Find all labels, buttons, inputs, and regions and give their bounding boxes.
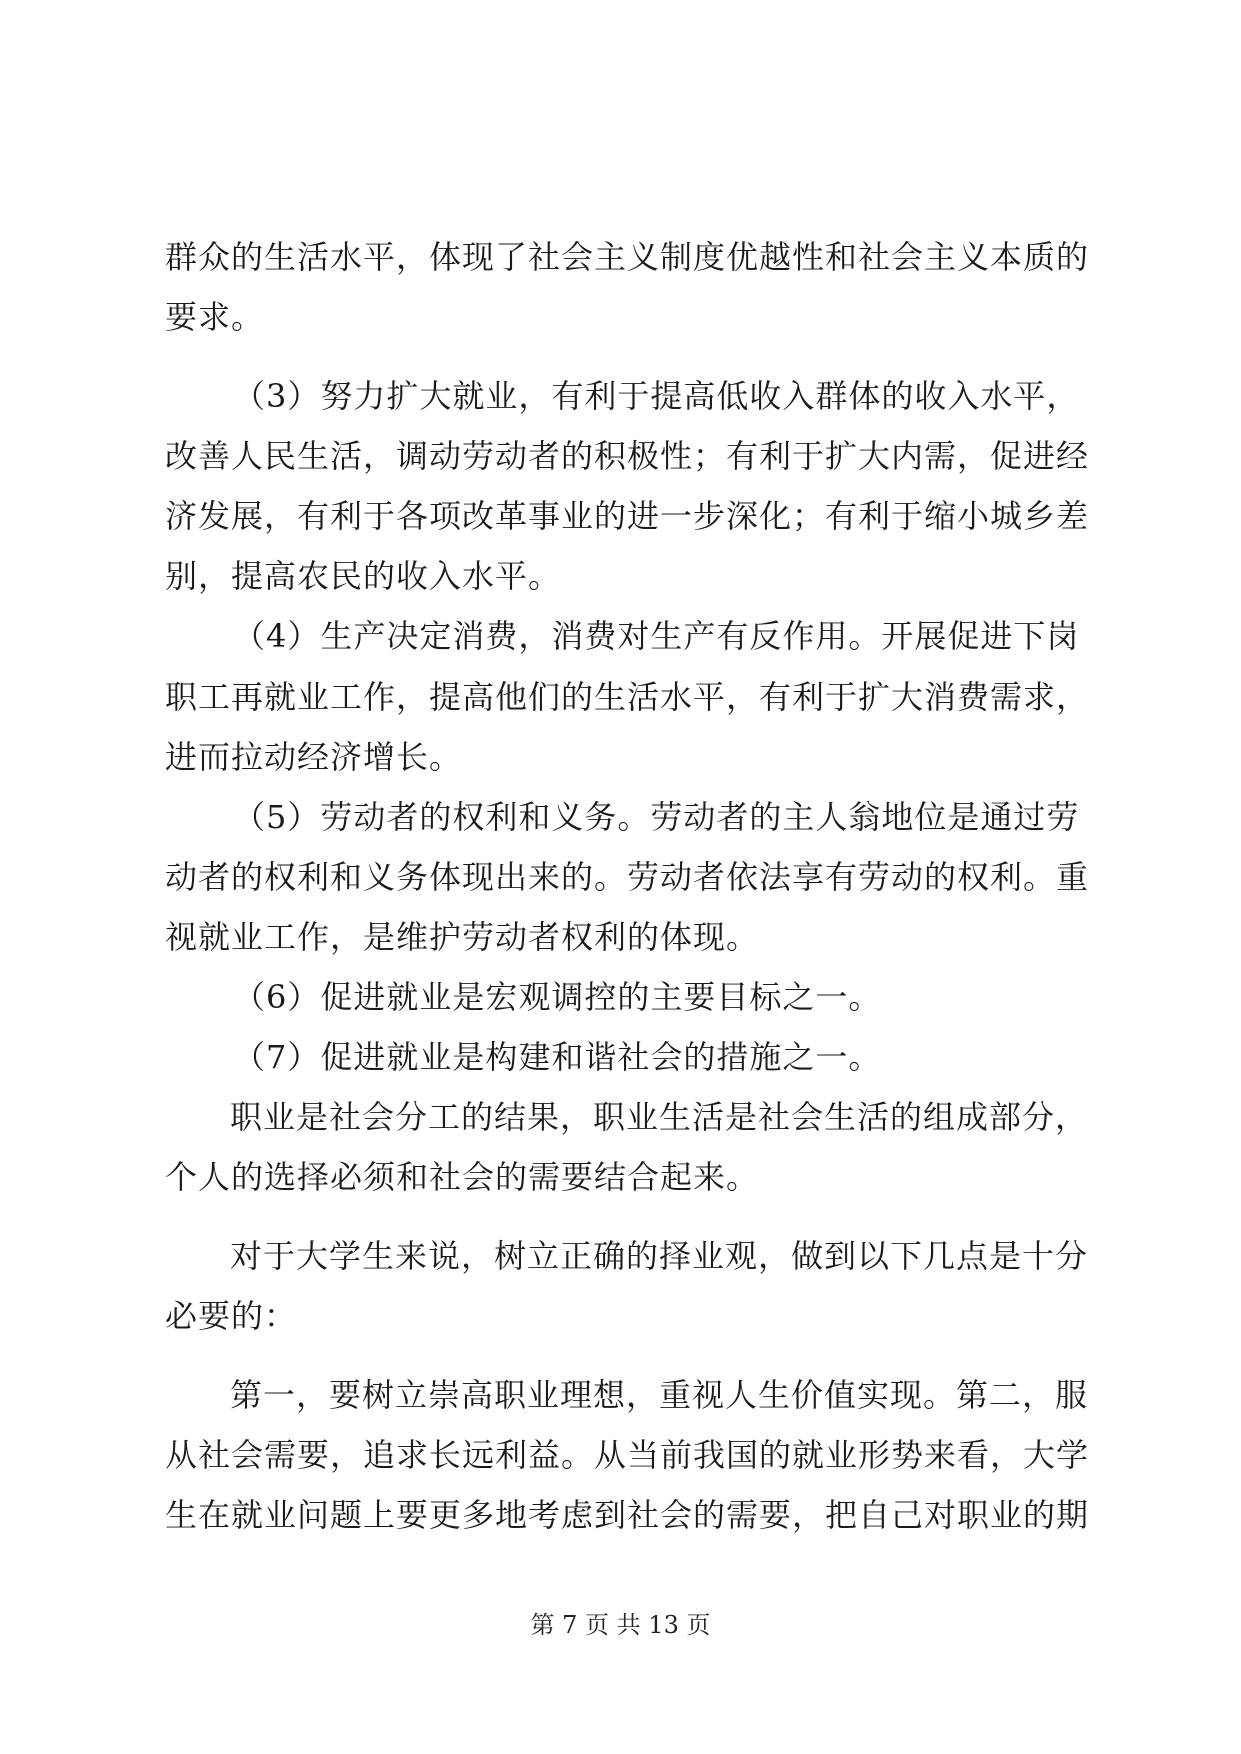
text-line: 职业是社会分工的结果，职业生活是社会生活的组成部分，	[230, 1098, 1089, 1136]
text-line: 改善人民生活，调动劳动者的积极性；有利于扩大内需，促进经	[165, 437, 1090, 475]
text-line: 必要的：	[165, 1297, 298, 1335]
text-line: 从社会需要，追求长远利益。从当前我国的就业形势来看，大学	[165, 1436, 1090, 1474]
text-line: （7）促进就业是构建和谐社会的措施之一。	[233, 1038, 882, 1076]
text-line: 职工再就业工作，提高他们的生活水平，有利于扩大消费需求，	[165, 678, 1090, 716]
text-line: 生在就业问题上要更多地考虑到社会的需要，把自己对职业的期	[165, 1496, 1090, 1534]
text-line: 别，提高农民的收入水平。	[165, 557, 562, 595]
text-line: （6）促进就业是宏观调控的主要目标之一。	[233, 978, 882, 1016]
text-line: 群众的生活水平，体现了社会主义制度优越性和社会主义本质的	[165, 238, 1090, 276]
text-line: 个人的选择必须和社会的需要结合起来。	[165, 1158, 760, 1196]
page-number: 第 7 页 共 13 页	[530, 1611, 711, 1639]
text-line: （5）劳动者的权利和义务。劳动者的主人翁地位是通过劳	[233, 798, 1080, 836]
text-line: 视就业工作，是维护劳动者权利的体现。	[165, 918, 760, 956]
text-line: 第一，要树立崇高职业理想，重视人生价值实现。第二，服	[230, 1376, 1089, 1414]
text-line: 动者的权利和义务体现出来的。劳动者依法享有劳动的权利。重	[165, 858, 1090, 896]
text-line: （3）努力扩大就业，有利于提高低收入群体的收入水平，	[233, 377, 1080, 415]
text-line: 要求。	[165, 298, 265, 336]
text-line: （4）生产决定消费，消费对生产有反作用。开展促进下岗	[233, 617, 1080, 655]
text-line: 济发展，有利于各项改革事业的进一步深化；有利于缩小城乡差	[165, 497, 1090, 535]
text-line: 对于大学生来说，树立正确的择业观，做到以下几点是十分	[230, 1237, 1089, 1275]
text-line: 进而拉动经济增长。	[165, 738, 463, 776]
